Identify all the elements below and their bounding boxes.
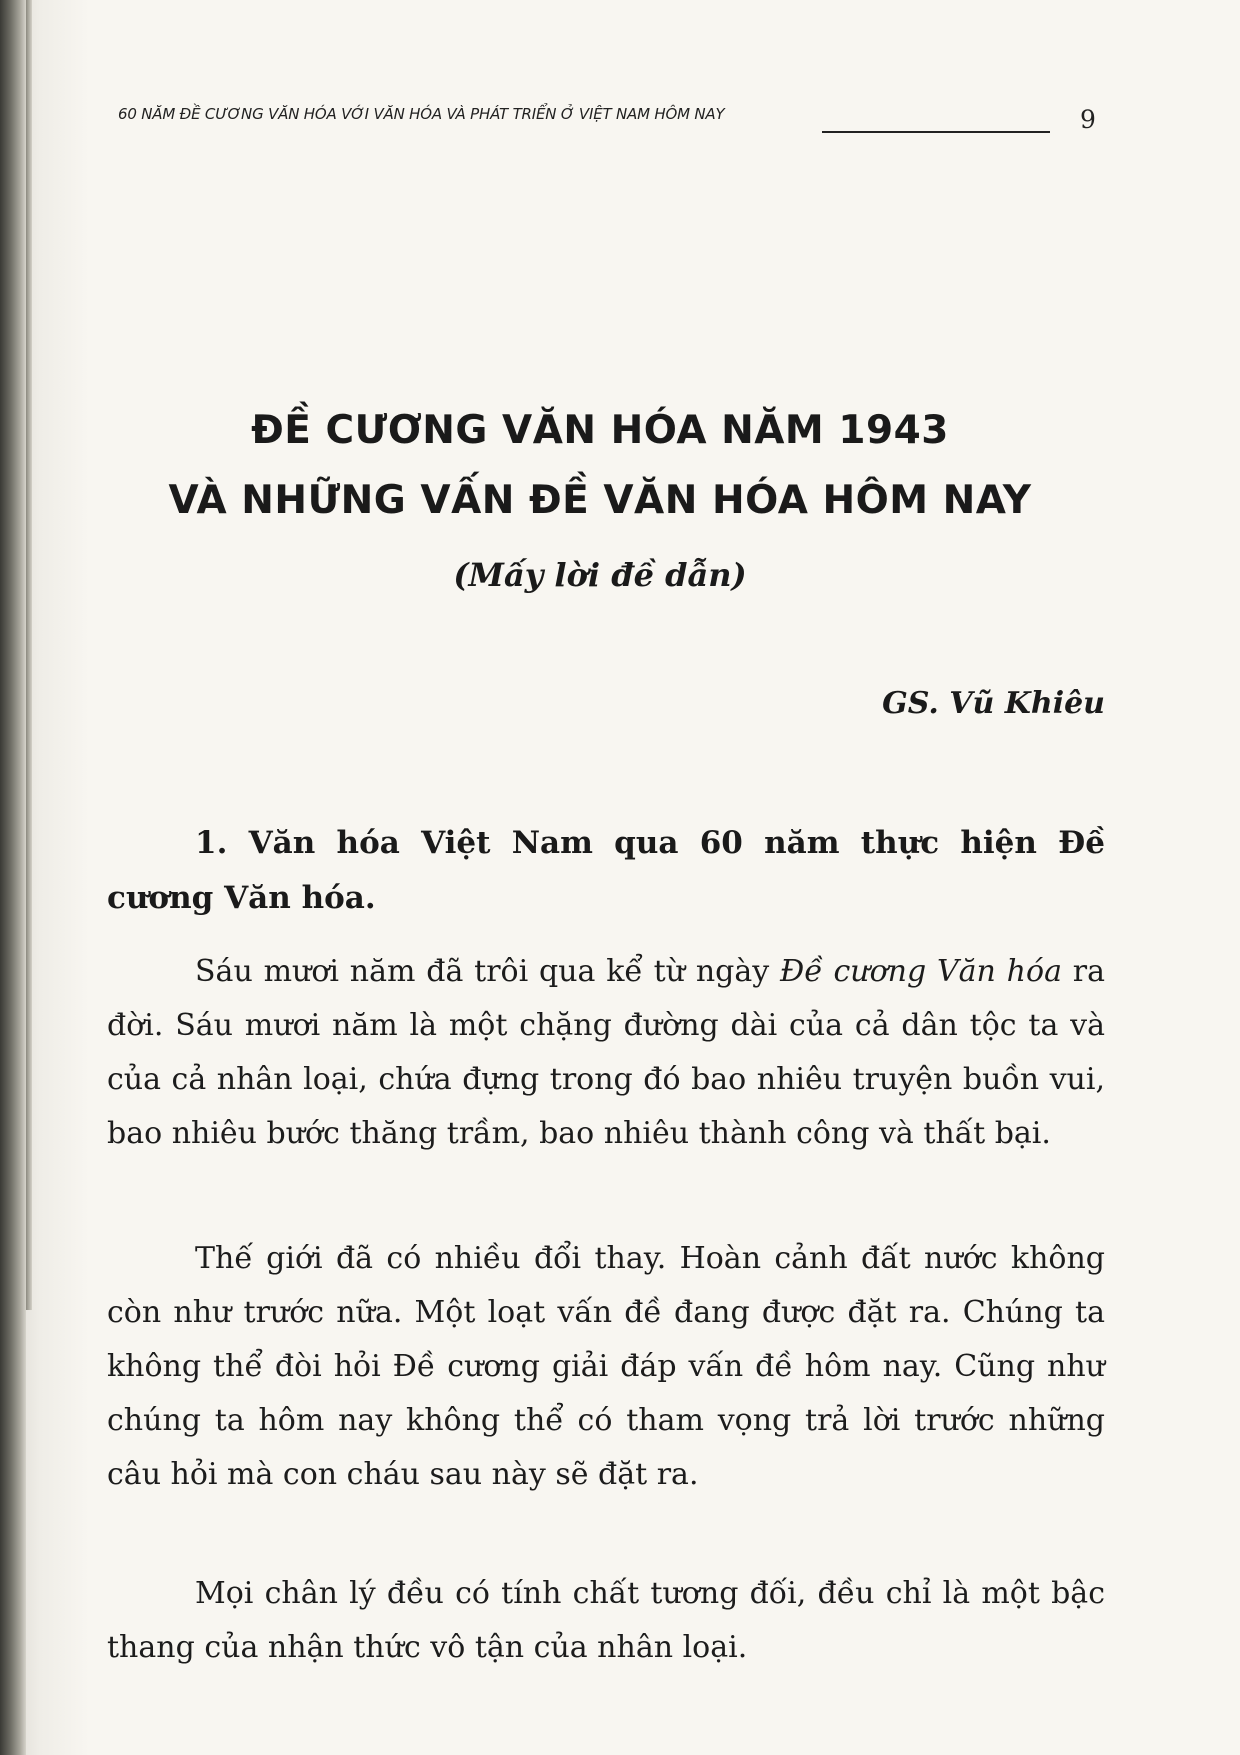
book-spine-shadow <box>0 0 26 1755</box>
article-subtitle: (Mấy lời đề dẫn) <box>453 556 747 594</box>
page-number: 9 <box>1080 105 1096 134</box>
paragraph-1-text-b: ra đời. Sáu mươi năm là một chặng đường dài của cả dân tộc ta và của cả nhân loại, chứa đựng trong đó bao nhiêu truyện buồn vui, bao nhiêu bước thăng trầm, bao nhiêu thành công và thất bại. <box>107 954 1106 1151</box>
article-author: GS. Vũ Khiêu <box>882 686 1105 721</box>
section-heading: 1. Văn hóa Việt Nam qua 60 năm thực hiện Đề cương Văn hóa. <box>107 825 1105 916</box>
article-title-line-1: ĐỀ CƯƠNG VĂN HÓA NĂM 1943 <box>251 408 949 453</box>
running-header <box>118 103 1098 137</box>
running-header-title: 60 NĂM ĐỀ CƯƠNG VĂN HÓA VỚI VĂN HÓA VÀ PHÁT TRIỂN Ở VIỆT NAM HÔM NAY <box>118 105 725 123</box>
page-edge <box>26 0 32 1310</box>
paragraph-3: Mọi chân lý đều có tính chất tương đối, đều chỉ là một bậc thang của nhận thức vô tận của nhân loại. <box>107 1576 1105 1665</box>
running-header-rule <box>822 131 1050 133</box>
article-title-line-2: VÀ NHỮNG VẤN ĐỀ VĂN HÓA HÔM NAY <box>168 478 1032 523</box>
paragraph-1-text-a: Sáu mươi năm đã trôi qua kể từ ngày <box>195 954 781 989</box>
paragraph-2: Thế giới đã có nhiều đổi thay. Hoàn cảnh đất nước không còn như trước nữa. Một loạt vấn đề đang được đặt ra. Chúng ta không thể đòi hỏi Đề cương giải đáp vấn đề hôm nay. Cũng như chúng ta hôm nay không thể có tham vọng trả lời trước những câu hỏi mà con cháu sau này sẽ đặt ra. <box>107 1241 1105 1492</box>
paragraph-1-italic-title: Đề cương Văn hóa <box>780 954 1062 989</box>
paragraph-1 <box>107 945 1105 1161</box>
